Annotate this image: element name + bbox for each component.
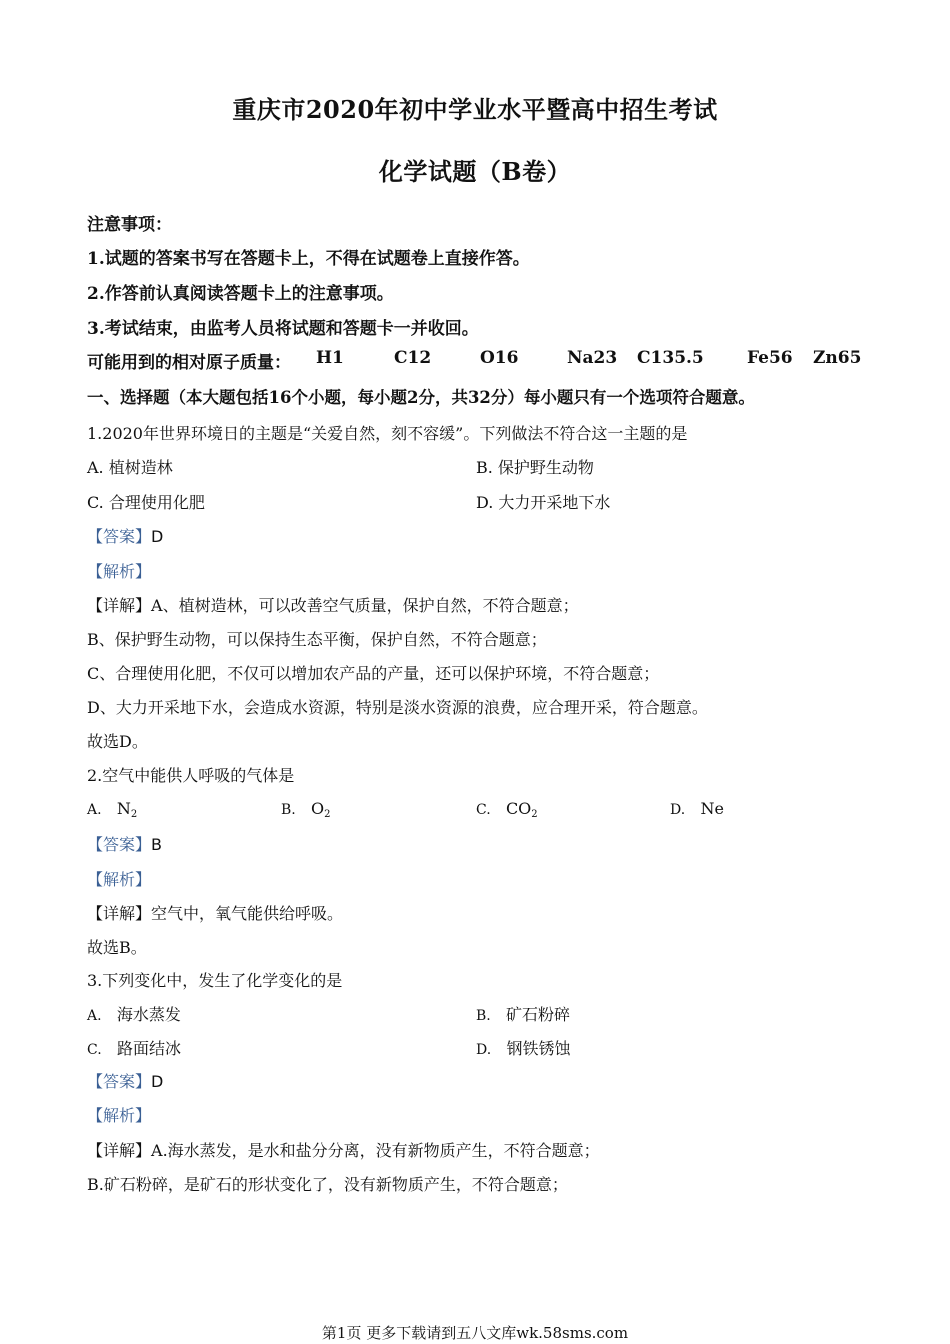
- q2-option-d: D. Ne: [670, 799, 724, 818]
- q2-option-c: C. $CO_2$: [476, 799, 538, 820]
- section-heading: 一、选择题（本大题包括16个小题，每小题2分，共32分）每小题只有一个选项符合题意。: [87, 388, 755, 407]
- notes-heading: 注意事项：: [87, 215, 172, 235]
- q2-answer: [87, 832, 162, 855]
- q1-detail: [87, 593, 579, 616]
- q3-option-b: B. 矿石粉碎: [476, 1005, 571, 1024]
- q3-option-d: D. 钢铁锈蚀: [476, 1039, 571, 1058]
- atomic-mass-item: C135.5: [637, 348, 704, 368]
- page-footer: 第1页 更多下载请到五八文库wk.58sms.com: [321, 1324, 629, 1342]
- question-3-stem: 3.下列变化中，发生了化学变化的是: [87, 971, 343, 990]
- atomic-mass-line: [87, 348, 862, 373]
- q1-conclusion: 故选D。: [87, 732, 148, 751]
- analysis-label: 【解析】: [87, 562, 152, 581]
- q1-answer: [87, 524, 163, 547]
- answer-value: B: [151, 835, 162, 854]
- q2-option-b: B. $O_2$: [281, 799, 331, 820]
- q2-option-a: A. $N_2$: [87, 799, 138, 820]
- analysis-label: 【解析】: [87, 870, 152, 889]
- q1-explanation-line: D、大力开采地下水，会造成水资源，特别是淡水资源的浪费，应合理开采，符合题意。: [87, 698, 708, 717]
- question-2-stem: 2.空气中能供人呼吸的气体是: [87, 766, 295, 785]
- atomic-mass-item: H1: [316, 348, 344, 368]
- detail-text: 空气中，氧气能供给呼吸。: [151, 904, 344, 923]
- atomic-mass-item: Zn65: [813, 348, 862, 368]
- q2-conclusion: 故选B。: [87, 938, 147, 957]
- question-1-stem: 1.2020年世界环境日的主题是“关爱自然，刻不容缓”。下列做法不符合这一主题的是: [87, 424, 688, 443]
- note-item: 3.考试结束，由监考人员将试题和答题卡一并收回。: [87, 319, 479, 339]
- q3-answer: [87, 1069, 163, 1092]
- q1-option-b: B. 保护野生动物: [476, 458, 594, 477]
- atomic-mass-item: O16: [480, 348, 519, 368]
- analysis-label: 【解析】: [87, 1106, 152, 1125]
- q3-detail: [87, 1138, 600, 1161]
- q1-explanation-line: B、保护野生动物，可以保持生态平衡，保护自然，不符合题意；: [87, 630, 547, 649]
- atomic-mass-label: 可能用到的相对原子质量：: [87, 353, 291, 373]
- q1-option-a: A. 植树造林: [87, 458, 173, 477]
- q3-explanation-line: B.矿石粉碎，是矿石的形状变化了，没有新物质产生，不符合题意；: [87, 1175, 568, 1194]
- q1-option-d: D. 大力开采地下水: [476, 493, 611, 512]
- page-subtitle: 化学试题（B卷）: [378, 157, 572, 186]
- answer-value: D: [151, 1072, 164, 1091]
- q1-option-c: C. 合理使用化肥: [87, 493, 205, 512]
- q3-option-c: C. 路面结冰: [87, 1039, 181, 1058]
- q1-explanation-line: C、合理使用化肥，不仅可以增加农产品的产量，还可以保护环境，不符合题意；: [87, 664, 660, 683]
- detail-label: 【详解】: [87, 1141, 152, 1160]
- answer-label: 【答案】: [87, 527, 152, 546]
- detail-label: 【详解】: [87, 904, 152, 923]
- q3-option-a: A. 海水蒸发: [87, 1005, 181, 1024]
- page-title: 重庆市2020年初中学业水平暨高中招生考试: [232, 95, 718, 124]
- note-item: 1.试题的答案书写在答题卡上，不得在试题卷上直接作答。: [87, 249, 530, 269]
- answer-label: 【答案】: [87, 1072, 152, 1091]
- q2-detail: [87, 901, 343, 924]
- answer-label: 【答案】: [87, 835, 152, 854]
- atomic-mass-item: Fe56: [747, 348, 793, 368]
- note-item: 2.作答前认真阅读答题卡上的注意事项。: [87, 284, 394, 304]
- atomic-mass-item: C12: [394, 348, 432, 368]
- detail-label: 【详解】: [87, 596, 152, 615]
- atomic-mass-item: Na23: [567, 348, 618, 368]
- detail-text: A.海水蒸发，是水和盐分分离，没有新物质产生，不符合题意；: [151, 1141, 600, 1160]
- answer-value: D: [151, 527, 164, 546]
- detail-text: A、植树造林，可以改善空气质量，保护自然，不符合题意；: [151, 596, 579, 615]
